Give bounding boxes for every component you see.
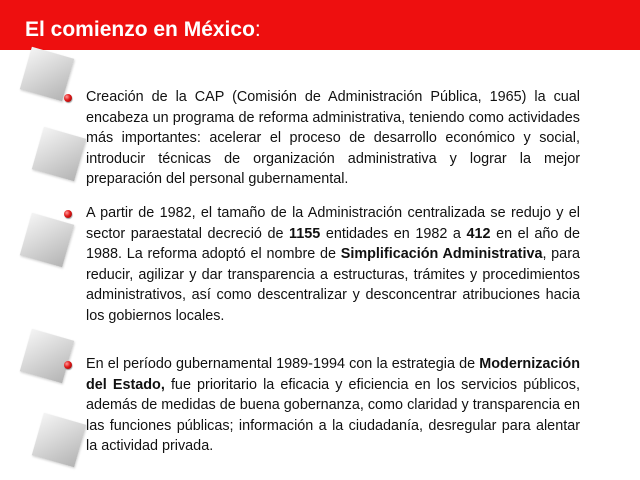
bullet-icon-1 xyxy=(64,94,72,102)
bullet-icon-3 xyxy=(64,361,72,369)
slide-title-colon: : xyxy=(254,18,261,41)
slide-title xyxy=(25,17,261,43)
decorative-square-2 xyxy=(32,127,86,181)
bullet-paragraph-3 xyxy=(86,354,580,457)
bullet-3-bold-modernizacion: Modernización del Estado, xyxy=(86,356,580,393)
bullet-2-bold-412: 412 xyxy=(466,225,491,242)
decorative-square-4 xyxy=(20,329,74,383)
bullet-paragraph-1 xyxy=(86,87,580,190)
bullet-2-text-b: entidades en 1982 a xyxy=(320,225,467,242)
bullet-2-text-d: , para reducir, agilizar y dar transparencia a estructuras, trámites y procedimientos administrativos, así como descentralizar y desconcentrar atribuciones hacia los gobiernos locales. xyxy=(86,246,580,324)
bullet-3-text-a: En el período gubernamental 1989-1994 con la estrategia de xyxy=(86,356,480,372)
bullet-1-text: Creación de la CAP (Comisión de Administración Pública, 1965) la cual encabeza un programa de reforma administrativa, teniendo como actividades más importantes: acelerar el proceso de desarrollo económico y social, introducir técnicas de organización administrativa y lograr la mejor preparación del personal gubernamental. xyxy=(86,89,580,187)
bullet-2-text-c: en el año de 1988. La reforma adoptó el nombre de xyxy=(86,225,580,262)
decorative-square-1 xyxy=(20,47,74,101)
bullet-icon-2 xyxy=(64,210,72,218)
bullet-2-bold-1155: 1155 xyxy=(289,225,321,242)
bullet-3-text-b: fue prioritario la eficacia y eficiencia en los servicios públicos, además de medidas de buena gobernanza, como claridad y transparencia en las funciones públicas; información a la ciudadanía, desregular para alentar la actividad privada. xyxy=(86,376,580,454)
bullet-2-bold-simplificacion: Simplificación Administrativa xyxy=(340,246,543,262)
decorative-square-3 xyxy=(20,213,74,267)
bullet-paragraph-2 xyxy=(86,203,580,326)
decorative-square-5 xyxy=(32,413,86,467)
bullet-2-text-a: A partir de 1982, el tamaño de la Administración centralizada se redujo y el sector paraestatal decreció de xyxy=(86,205,580,242)
title-bar xyxy=(0,0,640,50)
slide-title-text: El comienzo en México xyxy=(25,18,255,41)
